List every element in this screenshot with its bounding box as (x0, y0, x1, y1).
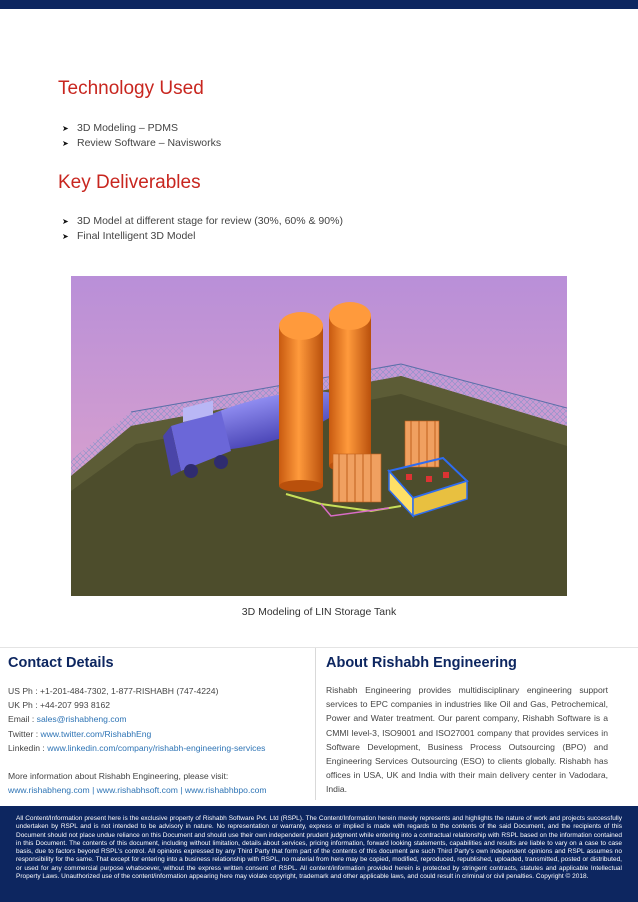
figure-caption: 3D Modeling of LIN Storage Tank (241, 606, 397, 618)
list-item: ➤ 3D Model at different stage for review (30%, 60% & 90%) (62, 215, 343, 227)
list-item: ➤ Review Software – Navisworks (62, 137, 222, 149)
email: Email : sales@rishabheng.com (8, 714, 127, 725)
linkedin-link[interactable]: www.linkedin.com/company/rishabh-engineering-services (47, 742, 266, 753)
column-divider (315, 648, 316, 800)
arrow-bullet-icon: ➤ (62, 232, 69, 241)
list-item: ➤ 3D Modeling – PDMS (62, 122, 178, 134)
arrow-bullet-icon: ➤ (62, 139, 69, 148)
technology-title: Technology Used (58, 78, 204, 99)
technology-list (62, 121, 221, 151)
lin-storage-tank-image (71, 276, 567, 596)
deliverables-title: Key Deliverables (58, 172, 201, 193)
section-divider (0, 647, 638, 648)
contact-details (8, 684, 267, 797)
twitter: Twitter : www.twitter.com/RishabhEng (8, 728, 152, 739)
arrow-bullet-icon: ➤ (62, 124, 69, 133)
contact-title: Contact Details (8, 655, 114, 671)
website-links[interactable]: www.rishabheng.com | www.rishabhsoft.com | www.rishabhbpo.com (8, 785, 267, 796)
about-text: Rishabh Engineering provides multidisciplinary engineering support services to EPC companies in industries like Oil and Gas, Petrochemical, Power and Water treatment. Our parent company, Rishabh Software is a CMMI level-3, ISO9001 and ISO27001 company that provides services in Software Development, Business Process Outsourcing (BPO) and Engineering Services Outsourcing (ESO) to clients globally. Rishabh has offices in USA, UK and India with their main delivery center in Vadodara, India. (326, 685, 608, 795)
email-link[interactable]: sales@rishabheng.com (36, 714, 127, 725)
model-illustration (71, 276, 567, 596)
more-info-text: More information about Rishabh Engineering, please visit: (8, 771, 229, 782)
linkedin: Linkedin : www.linkedin.com/company/rishabh-engineering-services (8, 742, 266, 753)
arrow-bullet-icon: ➤ (62, 217, 69, 226)
list-item: ➤ Final Intelligent 3D Model (62, 230, 196, 242)
twitter-link[interactable]: www.twitter.com/RishabhEng (40, 728, 152, 739)
legal-disclaimer: All Content/Information present here is the exclusive property of Rishabh Software Pvt. Ltd (RSPL). The Content/Information herein merely represents and highlights the nature of work and projects successfully undertaken by RSPL and is not intended to be advisory in nature. No representation or warranty, express or implied is made with regards to the contents of the said Document, and the recipients of this Document should not place undue reliance on this Document and should use their own independent prudent judgment while entering into a contractual relationship with RSPL based on the information contained in this Document. The contents of this document, including without limitation, details about services, pricing information, forward looking statements, capabilities and results are liable to vary on a case to case basis, due to factors beyond RSPL's control. All opinions expressed by any Third Party that form part of the contents of this document are such Third Party's own independent opinions and RSPL assumes no responsibility for the same. That except for entering into a business relationship with RSPL, no material from here may be copied, modified, reproduced, republished, uploaded, transmitted, posted or distributed, or used for any commercial purpose whatsoever, without the express written consent of RSPL. All content/information provided herein is protected by stringent contracts, statutes and applicable Intellectual Property Laws. Unauthorized use of the content/information appearing here may violate copyright, trademark and other applicable laws, and could result in criminal or civil penalties. Copyright © 2018. (16, 815, 622, 881)
deliverables-list (62, 214, 343, 244)
uk-phone: UK Ph : +44-207 993 8162 (8, 700, 111, 711)
us-phone: US Ph : +1-201-484-7302, 1-877-RISHABH (747-4224) (8, 686, 219, 696)
footer (0, 806, 638, 902)
about-title: About Rishabh Engineering (326, 655, 517, 671)
top-bar (0, 0, 638, 9)
